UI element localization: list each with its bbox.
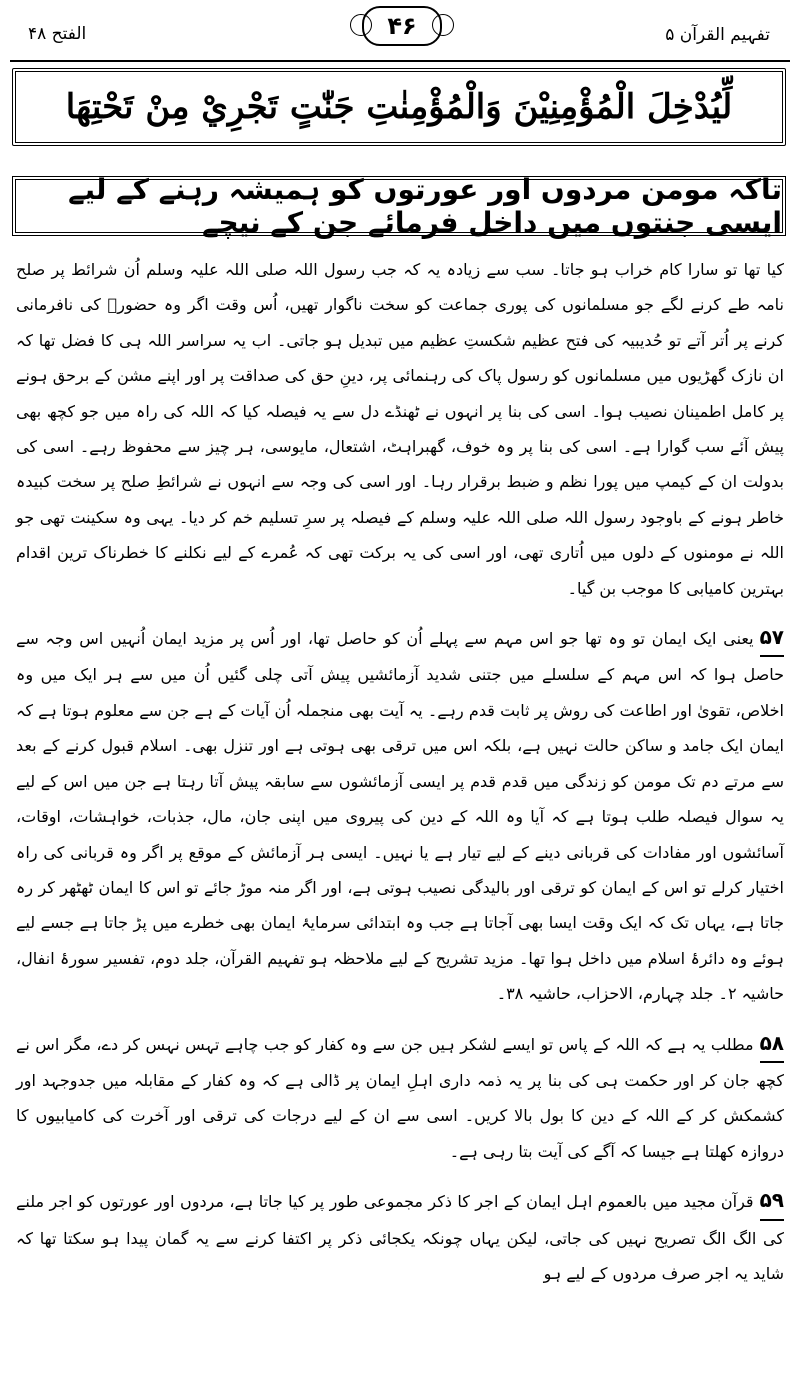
urdu-translation: تاکہ مومن مردوں اور عورتوں کو ہمیشہ رہنے کے لیے ایسی جنتوں میں داخل فرمائے جن کے نیچے	[12, 176, 786, 236]
commentary-paragraph: کیا تھا تو سارا کام خراب ہو جاتا۔ سب سے زیادہ یہ کہ جب رسول اللہ صلی اللہ علیہ وسلم اُن شرائط پر صلح نامہ طے کرنے لگے جو مسلمانوں کی پوری جماعت کو سخت ناگوار تھیں، اُس وقت اگر وہ حضورؐ کی نافرمانی کرنے پر اُتر آتے تو حُدیبیہ کی فتح عظیم شکستِ عظیم میں تبدیل ہو جاتی۔ اب یہ سراسر اللہ ہی کا فضل تھا کہ ان نازک گھڑیوں میں مسلمانوں کو رسول پاک کی رہنمائی پر، دینِ حق کی صداقت پر اور اپنے مشن کے برحق ہونے پر کامل اطمینان نصیب ہوا۔ اسی کی بنا پر انہوں نے ٹھنڈے دل سے یہ فیصلہ کیا کہ اللہ کی راہ میں جو کچھ بھی پیش آئے سب گوارا ہے۔ اسی کی بنا پر وہ خوف، گھبراہٹ، اشتعال، مایوسی، ہر چیز سے محفوظ رہے۔ اسی کی بدولت ان کے کیمپ میں پورا نظم و ضبط برقرار رہا۔ اور اسی کی وجہ سے انہوں نے شرائطِ صلح پر سخت کبیدہ خاطر ہونے کے باوجود رسول اللہ صلی اللہ علیہ وسلم کے فیصلہ پر سرِ تسلیم خم کر دیا۔ یہی وہ سکینت تھی جو اللہ نے مومنوں کے دلوں میں اُتاری تھی، اور اسی کی یہ برکت تھی کہ عُمرے کے لیے نکلنے کا خطرناک ترین اقدام بہترین کامیابی کا موجب بن گیا۔	[16, 260, 785, 598]
book-title: تفہیم القرآن ۵	[665, 25, 770, 45]
spacer	[16, 1169, 784, 1183]
page-number: ۴۶	[362, 6, 442, 46]
note-number: ۵۸	[760, 1026, 784, 1063]
note-number: ۵۷	[760, 620, 784, 657]
spacer	[16, 1012, 784, 1026]
commentary-body	[16, 252, 784, 1291]
note-paragraph	[16, 1183, 784, 1291]
note-text: قرآن مجید میں بالعموم اہل ایمان کے اجر کا ذکر مجموعی طور پر کیا جاتا ہے، مردوں اور عورتوں کو اجر ملنے کی الگ الگ تصریح نہیں کی جاتی، لیکن یہاں چونکہ یکجائی ذکر پر اکتفا کرنے سے یہ گمان پیدا ہو سکتا تھا کہ شاید یہ اجر صرف مردوں کے لیے ہو	[16, 1192, 784, 1283]
note-paragraph	[16, 620, 784, 1011]
surah-label: الفتح ۴۸	[28, 24, 87, 44]
page-header	[0, 4, 800, 48]
arabic-verse: لِّيُدْخِلَ الْمُؤْمِنِيْنَ وَالْمُؤْمِنٰتِ جَنّٰتٍ تَجْرِيْ مِنْ تَحْتِهَا	[12, 68, 786, 146]
note-text: مطلب یہ ہے کہ اللہ کے پاس تو ایسے لشکر ہیں جن سے وہ کفار کو جب چاہے تہس نہس کر دے، مگر اس نے کچھ جان کر اور حکمت ہی کی بنا پر یہ ذمہ داری اہلِ ایمان پر ڈالی ہے کہ وہ کفار کے مقابلہ میں جدوجہد اور کشمکش کر کے اللہ کے دین کا بول بالا کریں۔ اسی سے ان کے لیے درجات کی ترقی اور آخرت کی کامیابیوں کا دروازہ کھلتا ہے جیسا کہ آگے کی آیت بتا رہی ہے۔	[16, 1034, 784, 1161]
spacer	[16, 606, 784, 620]
note-paragraph	[16, 1026, 784, 1170]
note-text: یعنی ایک ایمان تو وہ تھا جو اس مہم سے پہلے اُن کو حاصل تھا، اور اُس پر مزید ایمان اُنہیں اس وجہ سے حاصل ہوا کہ اس مہم کے سلسلے میں جتنی شدید آزمائشیں پیش آتی چلی گئیں اُن میں سے ہر ایک میں وہ اخلاص، تقویٰ اور اطاعت کی روش پر ثابت قدم رہے۔ یہ آیت بھی منجملہ اُن آیات کے ہے جن سے معلوم ہوتا ہے کہ ایمان ایک جامد و ساکن حالت نہیں ہے، بلکہ اس میں ترقی بھی ہوتی ہے اور تنزل بھی۔ اسلام قبول کرنے کے بعد سے مرتے دم تک مومن کو زندگی میں قدم قدم پر ایسی آزمائشوں سے سابقہ پیش آتا رہتا ہے جن میں اس کے لیے یہ سوال فیصلہ طلب ہوتا ہے کہ آیا وہ اللہ کے دین کی پیروی میں اپنی جان، مال، جذبات، خواہشات، اوقات، آسائشوں اور مفادات کی قربانی دینے کے لیے تیار ہے یا نہیں۔ ایسی ہر آزمائش کے موقع پر اگر وہ قربانی کی راہ اختیار کرلے تو اس کے ایمان کو ترقی اور بالیدگی نصیب ہوتی ہے، اور اگر منہ موڑ جائے تو اس کا ایمان ٹھٹھر کر رہ جاتا ہے، یہاں تک کہ ایک وقت ایسا بھی آجاتا ہے جب وہ ابتدائی سرمایۂ ایمان بھی خطرے میں پڑ جاتا ہے جسے لیے ہوئے وہ دائرۂ اسلام میں داخل ہوا تھا۔ مزید تشریح کے لیے ملاحظہ ہو تفہیم القرآن، جلد دوم، تفسیر سورۂ انفال، حاشیہ ۲۔ جلد چہارم، الاحزاب، حاشیہ ۳۸۔	[16, 629, 785, 1004]
note-number: ۵۹	[760, 1183, 784, 1220]
